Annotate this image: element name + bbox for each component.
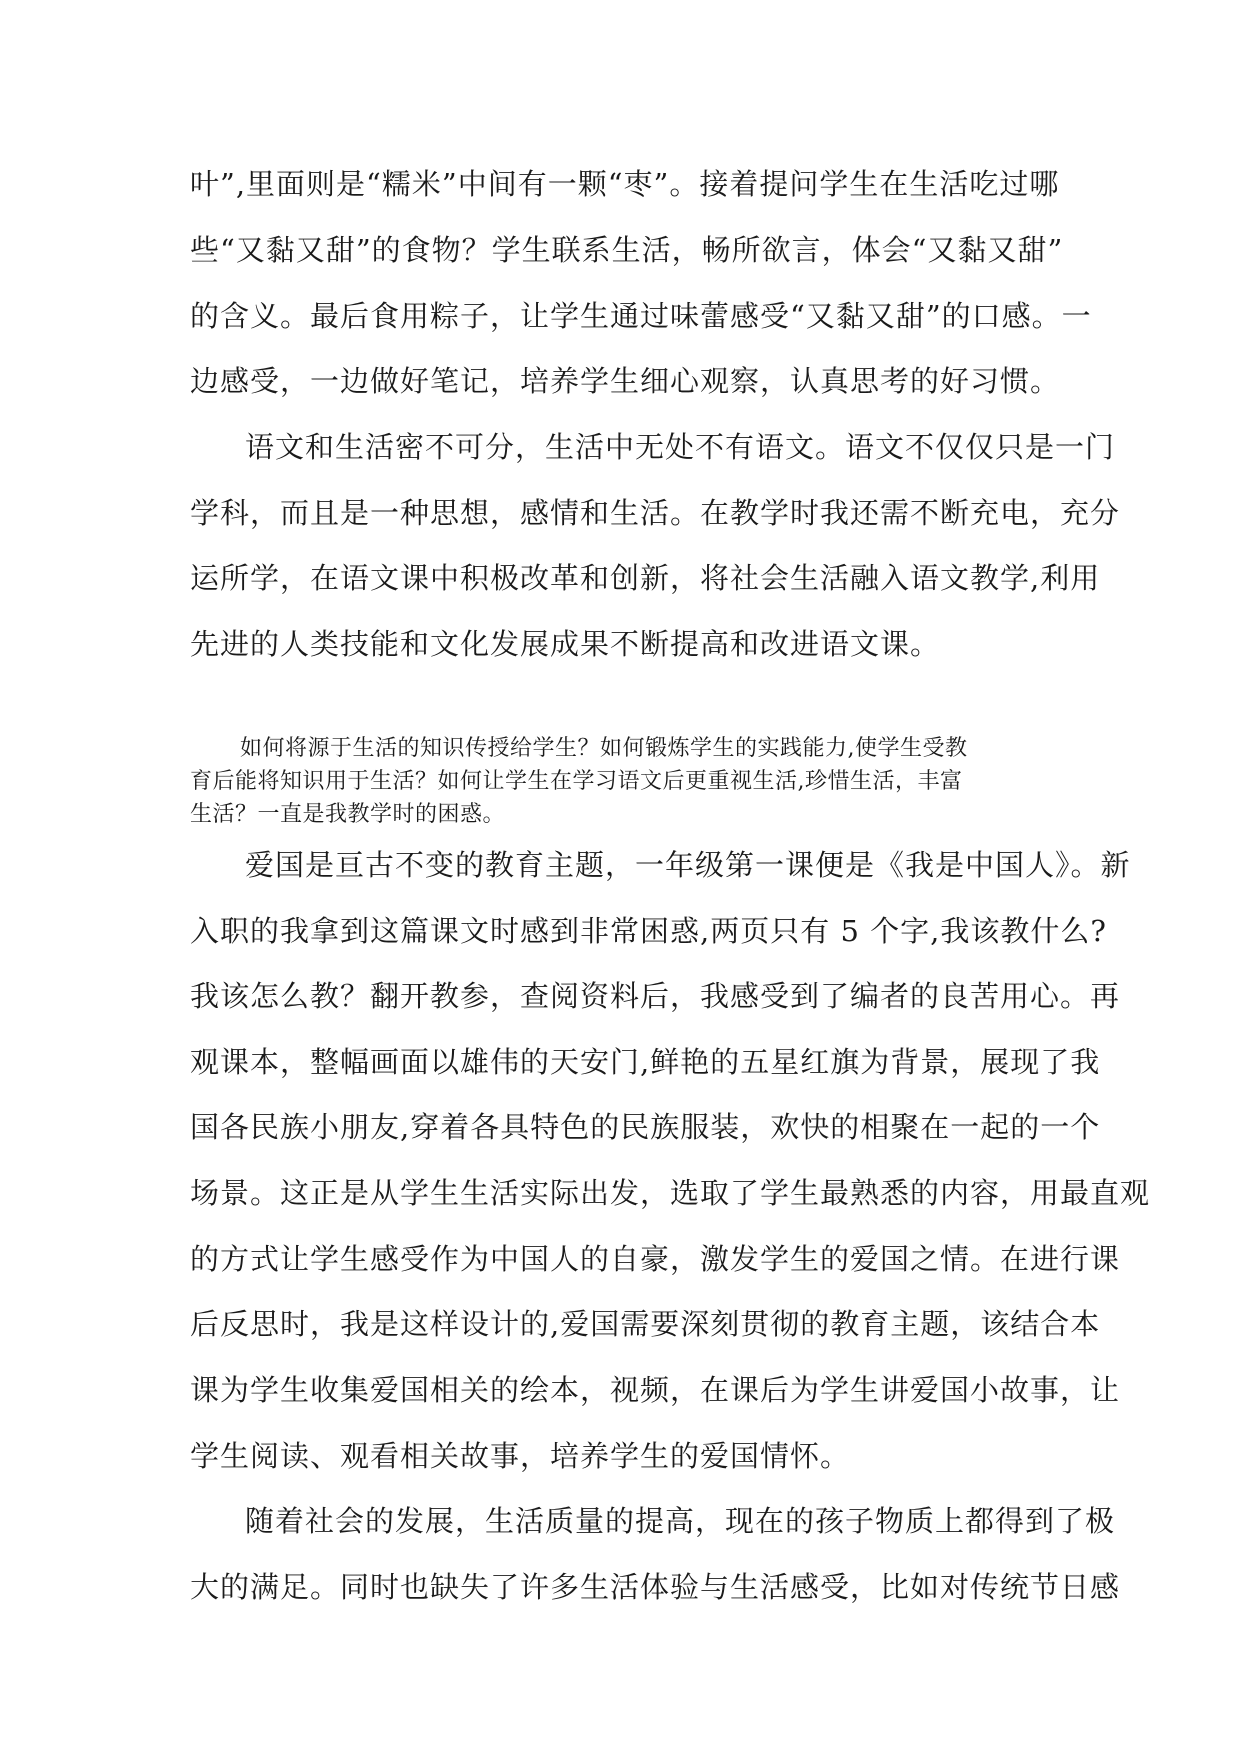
body-text-line: 入职的我拿到这篇课文时感到非常困惑,两页只有 5 个字,我该教什么? [190, 914, 1107, 948]
body-text-line: 课为学生收集爱国相关的绘本，视频，在课后为学生讲爱国小故事，让 [190, 1373, 1121, 1407]
body-text-line-small: 育后能将知识用于生活？如何让学生在学习语文后更重视生活,珍惜生活，丰富 [190, 769, 963, 794]
body-text-line: 的含义。最后食用粽子，让学生通过味蕾感受“又黏又甜”的口感。一 [190, 299, 1092, 333]
body-text-line: 我该怎么教？翻开教参，查阅资料后，我感受到了编者的良苦用心。再 [190, 979, 1121, 1013]
body-text-line: 些“又黏又甜”的食物？学生联系生活，畅所欲言，体会“又黏又甜” [190, 233, 1064, 267]
body-text-line: 先进的人类技能和文化发展成果不断提高和改进语文课。 [190, 627, 941, 661]
body-text-line: 的方式让学生感受作为中国人的自豪，激发学生的爱国之情。在进行课 [190, 1242, 1121, 1276]
body-text-line: 随着社会的发展，生活质量的提高，现在的孩子物质上都得到了极 [245, 1504, 1116, 1538]
body-text-line: 学生阅读、观看相关故事，培养学生的爱国情怀。 [190, 1439, 851, 1473]
body-text-line: 场景。这正是从学生生活实际出发，选取了学生最熟悉的内容，用最直观 [190, 1176, 1151, 1210]
body-text-line: 大的满足。同时也缺失了许多生活体验与生活感受，比如对传统节日感 [190, 1570, 1121, 1604]
body-text-line: 语文和生活密不可分，生活中无处不有语文。语文不仅仅只是一门 [245, 430, 1116, 464]
body-text-line: 后反思时，我是这样设计的,爱国需要深刻贯彻的教育主题，该结合本 [190, 1307, 1101, 1341]
body-text-line: 边感受，一边做好笔记，培养学生细心观察，认真思考的好习惯。 [190, 364, 1061, 398]
body-text-line: 运所学，在语文课中积极改革和创新，将社会生活融入语文教学,利用 [190, 561, 1101, 595]
body-text-line-small: 如何将源于生活的知识传授给学生？如何锻炼学生的实践能力,使学生受教 [240, 736, 968, 761]
body-text-line: 观课本，整幅画面以雄伟的天安门,鲜艳的五星红旗为背景，展现了我 [190, 1045, 1101, 1079]
body-text-line-small: 生活？一直是我教学时的困惑。 [190, 802, 506, 827]
body-text-line: 学科，而且是一种思想，感情和生活。在教学时我还需不断充电，充分 [190, 496, 1121, 530]
body-text-line: 叶”,里面则是“糯米”中间有一颗“枣”。接着提问学生在生活吃过哪 [190, 167, 1060, 201]
body-text-line: 爱国是亘古不变的教育主题，一年级第一课便是《我是中国人》。新 [245, 848, 1131, 882]
body-text-line: 国各民族小朋友,穿着各具特色的民族服装，欢快的相聚在一起的一个 [190, 1110, 1101, 1144]
